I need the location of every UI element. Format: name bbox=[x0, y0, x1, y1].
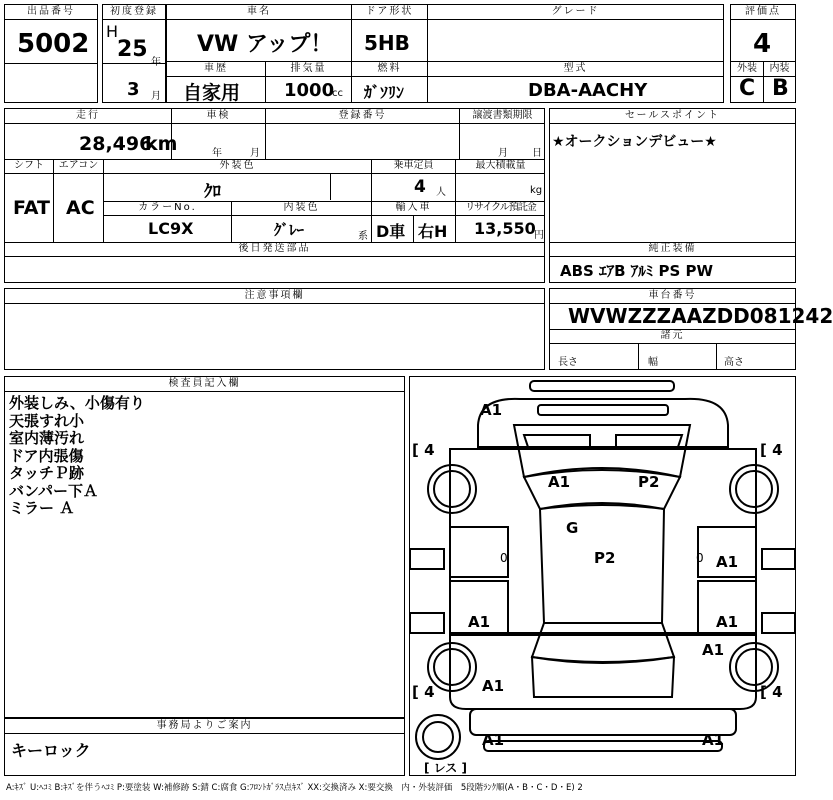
car-name-box bbox=[166, 4, 352, 62]
door-type: 5HB bbox=[364, 31, 410, 55]
spec-label: 諸元 bbox=[550, 329, 795, 344]
ac-label: エアコン bbox=[54, 159, 103, 174]
fuel-value: ｶﾞｿﾘﾝ bbox=[364, 83, 405, 102]
car-outline bbox=[410, 377, 795, 775]
door-label: ドア形状 bbox=[352, 5, 427, 20]
score-value: 4 bbox=[753, 29, 772, 59]
equip-label: 純正装備 bbox=[550, 242, 795, 257]
tread-value: 4 bbox=[424, 441, 435, 459]
interior-label: 内装 bbox=[764, 62, 795, 77]
mark-right-mirror: 0 bbox=[696, 551, 704, 565]
interior-grade-box bbox=[763, 61, 796, 103]
car-name-label: 車名 bbox=[167, 5, 351, 20]
reg-number-cell bbox=[265, 109, 459, 159]
int-color-label: 内装色 bbox=[232, 201, 371, 216]
equip-value: ABS ｴｱB ｱﾙﾐ PS PW bbox=[560, 262, 714, 280]
score-label: 評価点 bbox=[731, 5, 795, 20]
history-box bbox=[166, 61, 266, 103]
inspector-label: 検査員記入欄 bbox=[5, 377, 404, 392]
sales-box bbox=[549, 108, 796, 283]
notes-label: 注意事項欄 bbox=[5, 289, 544, 304]
mark-front-bumper: A1 bbox=[480, 401, 503, 419]
era-letter: H bbox=[106, 22, 119, 41]
recycle-value: 13,550 bbox=[474, 219, 536, 238]
month-unit: 月 bbox=[151, 91, 161, 102]
tread-front-right: [ 4 bbox=[760, 441, 783, 459]
displacement-label: 排気量 bbox=[266, 62, 351, 77]
car-name: VW アップ！ bbox=[197, 32, 333, 57]
inspector-box bbox=[4, 376, 405, 718]
divider bbox=[413, 216, 414, 242]
history-label: 車歴 bbox=[167, 62, 265, 77]
divider bbox=[638, 344, 639, 370]
mark-hood-left: A1 bbox=[548, 473, 571, 491]
mark-right-rear-fender: A1 bbox=[702, 641, 725, 659]
lot-box bbox=[4, 4, 98, 103]
mark-left-rear-fender: A1 bbox=[482, 677, 505, 695]
displacement-value: 1000 bbox=[284, 80, 335, 101]
inspector-line: 天張すれ小 bbox=[9, 411, 85, 430]
sales-label: セールスポイント bbox=[550, 109, 795, 124]
max-load-label: 最大積載量 bbox=[456, 159, 545, 174]
grade-box bbox=[427, 4, 724, 62]
import-cell bbox=[371, 201, 455, 242]
color-no-value: LC9X bbox=[148, 219, 194, 238]
shift-label: シフト bbox=[5, 159, 53, 174]
fuel-box bbox=[351, 61, 428, 103]
reg-month: 3 bbox=[127, 79, 140, 100]
reg-year: 25 bbox=[117, 37, 148, 62]
notes-box bbox=[4, 288, 545, 370]
later-parts-label: 後日発送部品 bbox=[5, 242, 544, 257]
mileage-value: 28,496 bbox=[79, 133, 153, 155]
int-color-unit: 系 bbox=[358, 231, 368, 242]
max-load-cell bbox=[455, 159, 545, 201]
divider bbox=[5, 63, 97, 64]
transfer-cell bbox=[459, 109, 545, 159]
inspector-lines bbox=[9, 395, 145, 518]
ext-color-value: ｸﾛ bbox=[204, 182, 221, 202]
divider bbox=[103, 63, 165, 64]
color-no-label: カラーNo. bbox=[104, 201, 231, 216]
tread-rear-right: [ 4 bbox=[760, 683, 783, 701]
exterior-label: 外装 bbox=[731, 62, 763, 77]
transfer-month-unit: 月 bbox=[498, 148, 508, 159]
inspection-year-unit: 年 bbox=[212, 148, 222, 159]
displacement-box bbox=[265, 61, 352, 103]
divider bbox=[330, 174, 331, 200]
mark-roof: P2 bbox=[594, 549, 616, 567]
capacity-value: 4 bbox=[414, 177, 426, 197]
exterior-grade: C bbox=[739, 76, 756, 101]
inspection-month-unit: 月 bbox=[250, 148, 260, 159]
recycle-unit: 円 bbox=[534, 230, 544, 241]
transfer-day-unit: 日 bbox=[532, 148, 542, 159]
year-unit: 年 bbox=[151, 57, 161, 68]
int-color-cell bbox=[231, 201, 371, 242]
mid-block bbox=[4, 108, 545, 283]
tread-value: 4 bbox=[424, 683, 435, 701]
inspector-line: タッチＰ跡 bbox=[9, 464, 85, 482]
inspector-line: ドア内張傷 bbox=[9, 446, 84, 465]
height-label: 高さ bbox=[724, 357, 744, 368]
tread-front-left: [ 4 bbox=[412, 441, 435, 459]
tread-value: 4 bbox=[772, 683, 783, 701]
interior-grade: B bbox=[772, 76, 789, 101]
first-reg-box bbox=[102, 4, 166, 103]
model-box bbox=[427, 61, 724, 103]
history-value: 自家用 bbox=[183, 82, 241, 104]
shift-value: FAT bbox=[13, 197, 50, 219]
legend: A:ｷｽﾞ U:ﾍｺﾐ B:ｷｽﾞを伴うﾍｺﾐ P:要塗装 W:補修跡 S:錆 C:腐食 G:ﾌﾛﾝﾄｶﾞﾗｽ点ｷｽﾞ XX:交換済み X:要交換 内・外装評価 5段階ﾗﾝｸ順(A・B・C・D・E) 2 bbox=[6, 783, 583, 793]
inspection-label: 車検 bbox=[172, 109, 265, 124]
int-color-value: ｸﾞﾚｰ bbox=[274, 221, 305, 239]
handle-position: 右H bbox=[418, 222, 448, 241]
mark-right-front-door: A1 bbox=[716, 553, 739, 571]
import-label: 輸入車 bbox=[372, 201, 455, 216]
spare-tire-label: [ レス ] bbox=[424, 761, 467, 775]
grade-label: グレード bbox=[428, 5, 723, 20]
fuel-label: 燃料 bbox=[352, 62, 427, 77]
capacity-label: 乗車定員 bbox=[372, 159, 455, 174]
tread-value: 4 bbox=[772, 441, 783, 459]
transfer-label: 譲渡書類期限 bbox=[460, 109, 545, 124]
displacement-unit: cc bbox=[332, 88, 343, 99]
max-load-unit: kg bbox=[530, 185, 543, 196]
capacity-unit: 人 bbox=[436, 187, 446, 198]
mark-left-rear-door: A1 bbox=[468, 613, 491, 631]
model-label: 型式 bbox=[428, 62, 723, 77]
ac-cell bbox=[53, 159, 103, 242]
mark-rear-bumper-left: A1 bbox=[482, 731, 505, 749]
inspector-line: 室内薄汚れ bbox=[9, 429, 85, 447]
office-text: キーロック bbox=[11, 741, 91, 760]
color-no-cell bbox=[103, 201, 231, 242]
chassis-box bbox=[549, 288, 833, 370]
ext-color-cell bbox=[103, 159, 371, 201]
tread-rear-left: [ 4 bbox=[412, 683, 435, 701]
sales-text: ★オークションデビュー★ bbox=[552, 134, 717, 150]
mark-hood-right: P2 bbox=[638, 473, 660, 491]
recycle-cell bbox=[455, 201, 545, 242]
mark-left-mirror: 0 bbox=[500, 551, 508, 565]
mark-rear-bumper-right: A1 bbox=[702, 731, 725, 749]
mark-right-rear-door: A1 bbox=[716, 613, 739, 631]
length-label: 長さ bbox=[558, 357, 578, 368]
reg-number-label: 登録番号 bbox=[266, 109, 459, 124]
divider bbox=[716, 344, 717, 370]
inspector-line: 外装しみ、小傷有り bbox=[9, 394, 145, 412]
mark-windshield: G bbox=[566, 519, 579, 537]
chassis-label: 車台番号 bbox=[550, 289, 795, 304]
inspector-line: ミラー Ａ bbox=[9, 499, 75, 517]
office-label: 事務局よりご案内 bbox=[5, 719, 404, 734]
inspection-cell bbox=[171, 109, 265, 159]
mileage-unit: km bbox=[145, 133, 178, 155]
inspector-line: バンパー下Ａ bbox=[9, 481, 98, 500]
exterior-grade-box bbox=[730, 61, 764, 103]
door-box bbox=[351, 4, 428, 62]
mileage-label: 走行 bbox=[5, 109, 171, 124]
chassis-number: WVWZZZAAZDD081242 bbox=[568, 304, 833, 328]
car-diagram bbox=[409, 376, 796, 776]
spare-value: レス bbox=[433, 761, 458, 775]
first-reg-label: 初度登録 bbox=[103, 5, 165, 20]
recycle-label: リサイクル預託金 bbox=[456, 201, 545, 216]
model-value: DBA-AACHY bbox=[528, 80, 648, 101]
import-type: D車 bbox=[376, 222, 406, 241]
ext-color-label: 外装色 bbox=[104, 159, 371, 174]
office-box bbox=[4, 718, 405, 776]
width-label: 幅 bbox=[648, 357, 658, 368]
ac-value: AC bbox=[66, 197, 95, 219]
lot-label: 出品番号 bbox=[5, 5, 97, 20]
lot-number: 5002 bbox=[17, 29, 90, 59]
capacity-cell bbox=[371, 159, 455, 201]
score-box bbox=[730, 4, 796, 62]
